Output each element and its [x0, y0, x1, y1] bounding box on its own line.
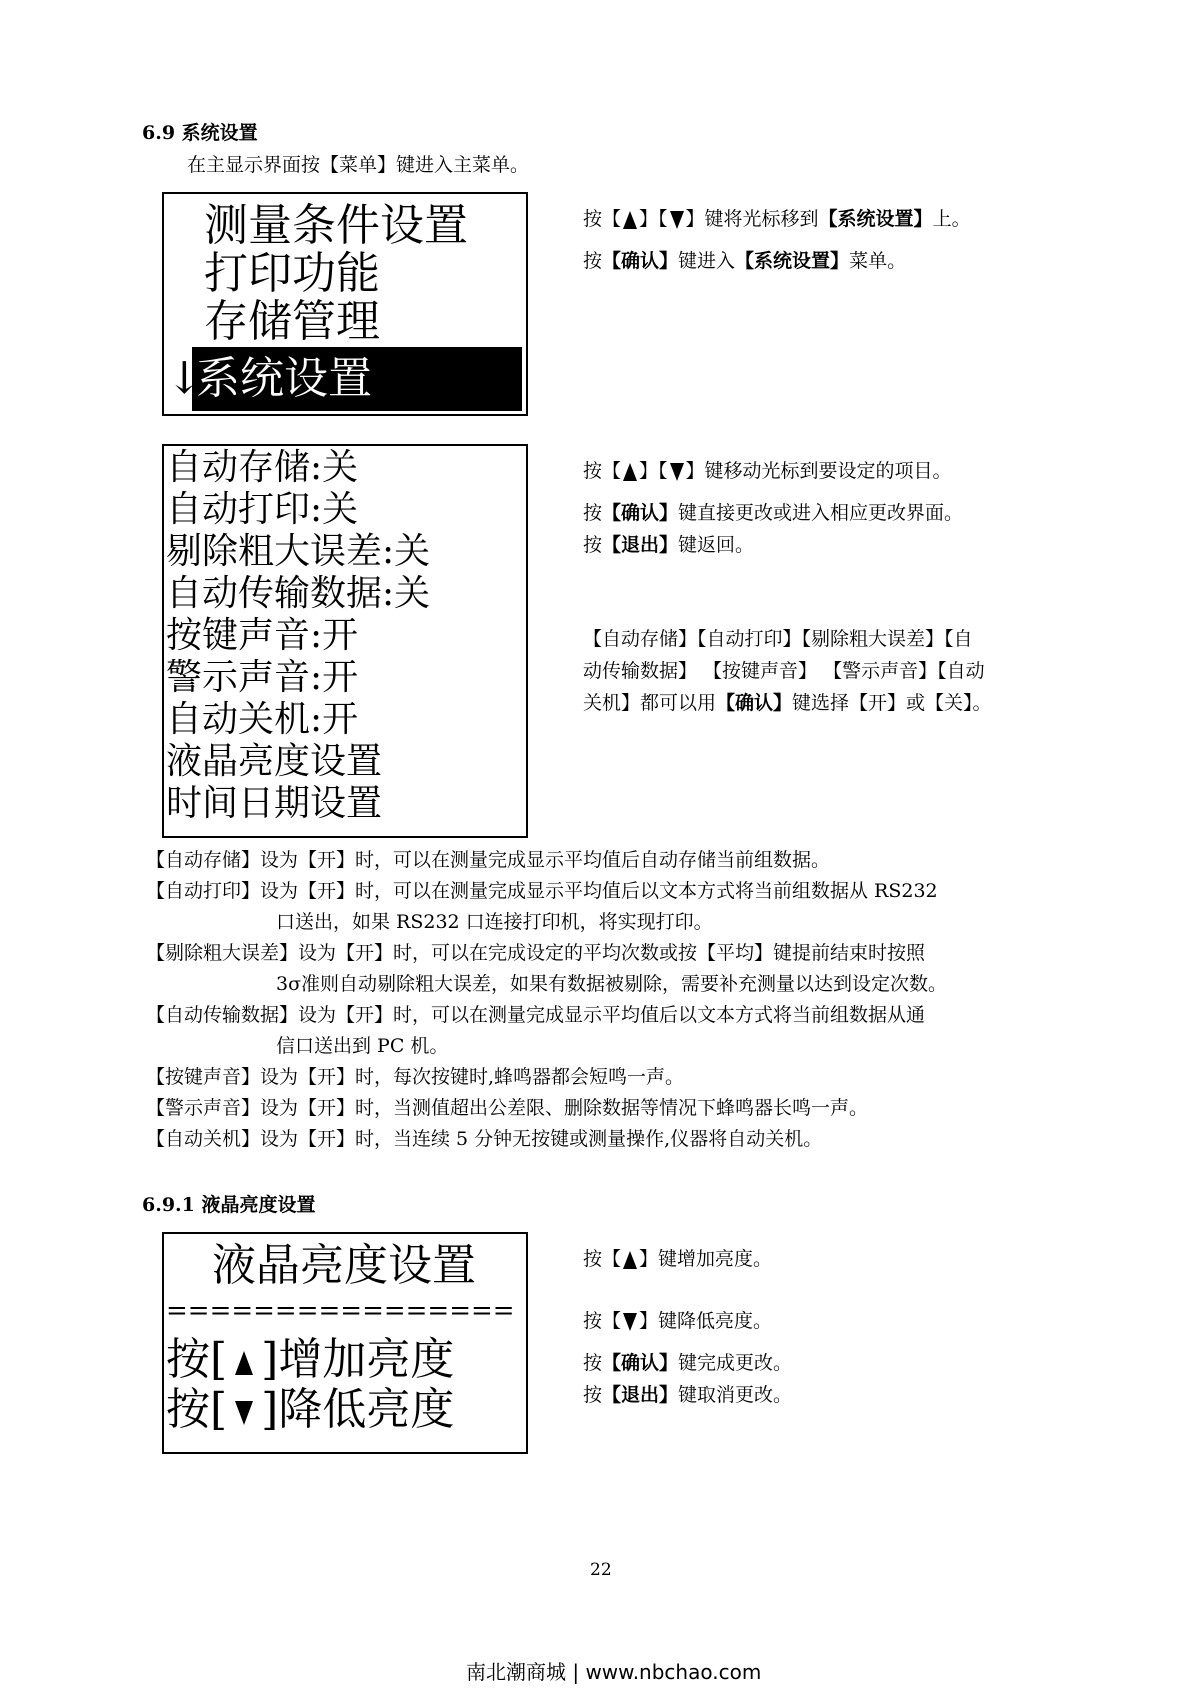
brightness-row-decrease: 按[ ]降低亮度: [166, 1384, 455, 1435]
settings-row: 时间日期设置: [166, 783, 383, 824]
up-key-icon: [235, 1351, 253, 1375]
settings-row: 警示声音:开: [166, 657, 359, 698]
description-line: 【自动传输数据】设为【开】时，可以在测量完成显示平均值后以文本方式将当前组数据从通: [146, 1004, 926, 1026]
brightness-row-increase: 按[ ]增加亮度: [166, 1334, 455, 1385]
brightness-instruction-4: 按【退出】键取消更改。: [583, 1384, 793, 1406]
settings-screen: [162, 444, 528, 838]
down-key-icon: [670, 211, 684, 229]
settings-row: 自动打印:关: [166, 489, 359, 530]
up-key-icon: [623, 1251, 637, 1269]
menu-item: 测量条件设置: [204, 200, 468, 251]
settings-row: 自动传输数据:关: [166, 573, 431, 614]
settings-descriptions: [146, 845, 1026, 1155]
menu-item-selected: 系统设置: [196, 353, 372, 404]
menu-item: 打印功能: [204, 248, 380, 299]
down-arrow-icon: ↓: [166, 353, 203, 404]
down-key-icon: [235, 1401, 253, 1425]
description-continuation: 信口送出到 PC 机。: [276, 1035, 449, 1057]
brightness-title: 液晶亮度设置: [212, 1240, 476, 1291]
menu-screen: [162, 192, 528, 416]
brightness-instruction-3: 按【确认】键完成更改。: [583, 1352, 793, 1374]
settings-note-1: 【自动存储】【自动打印】【剔除粗大误差】【自: [583, 628, 973, 650]
settings-row: 剔除粗大误差:关: [166, 531, 431, 572]
subsection-heading: 6.9.1 液晶亮度设置: [142, 1194, 316, 1216]
settings-instruction-3: 按【退出】键返回。: [583, 534, 755, 556]
menu-item: 存储管理: [204, 296, 380, 347]
menu-instruction-1: 按【 】【 】键将光标移到【系统设置】上。: [583, 208, 971, 230]
menu-instruction-2: 按【确认】键进入【系统设置】菜单。: [583, 250, 907, 272]
brightness-separator: ================: [166, 1296, 515, 1326]
description-line: 【按键声音】设为【开】时，每次按键时,蜂鸣器都会短鸣一声。: [146, 1066, 685, 1088]
description-continuation: 口送出，如果 RS232 口连接打印机，将实现打印。: [276, 911, 713, 933]
page-number: 22: [590, 1560, 612, 1580]
settings-note-3: 关机】都可以用【确认】键选择【开】或【关】。: [583, 692, 992, 714]
brightness-instruction-1: 按【 】键增加亮度。: [583, 1248, 773, 1270]
settings-instruction-1: 按【 】【 】键移动光标到要设定的项目。: [583, 460, 952, 482]
down-key-icon: [623, 1313, 637, 1331]
down-key-icon: [670, 463, 684, 481]
up-key-icon: [623, 211, 637, 229]
settings-row: 自动关机:开: [166, 699, 359, 740]
description-line: 【警示声音】设为【开】时，当测值超出公差限、删除数据等情况下蜂鸣器长鸣一声。: [146, 1097, 869, 1119]
up-key-icon: [623, 463, 637, 481]
section-heading: 6.9 系统设置: [142, 122, 258, 144]
description-line: 【自动关机】设为【开】时，当连续 5 分钟无按键或测量操作,仪器将自动关机。: [146, 1128, 823, 1150]
section-intro: 在主显示界面按【菜单】键进入主菜单。: [187, 154, 530, 176]
description-line: 【自动打印】设为【开】时，可以在测量完成显示平均值后以文本方式将当前组数据从 RS232: [146, 880, 938, 902]
settings-note-2: 动传输数据】 【按键声音】 【警示声音】【自动: [583, 660, 985, 682]
description-continuation: 3σ准则自动剔除粗大误差，如果有数据被剔除，需要补充测量以达到设定次数。: [276, 973, 948, 995]
brightness-instruction-2: 按【 】键降低亮度。: [583, 1310, 773, 1332]
settings-instruction-2: 按【确认】键直接更改或进入相应更改界面。: [583, 502, 964, 524]
description-line: 【自动存储】设为【开】时，可以在测量完成显示平均值后自动存储当前组数据。: [146, 849, 831, 871]
brightness-screen: [162, 1232, 528, 1454]
settings-row: 按键声音:开: [166, 615, 359, 656]
settings-row: 液晶亮度设置: [166, 741, 383, 782]
description-line: 【剔除粗大误差】设为【开】时，可以在完成设定的平均次数或按【平均】键提前结束时按照: [146, 942, 926, 964]
footer-site: 南北潮商城 | www.nbchao.com: [466, 1660, 762, 1684]
settings-row: 自动存储:关: [166, 447, 359, 488]
